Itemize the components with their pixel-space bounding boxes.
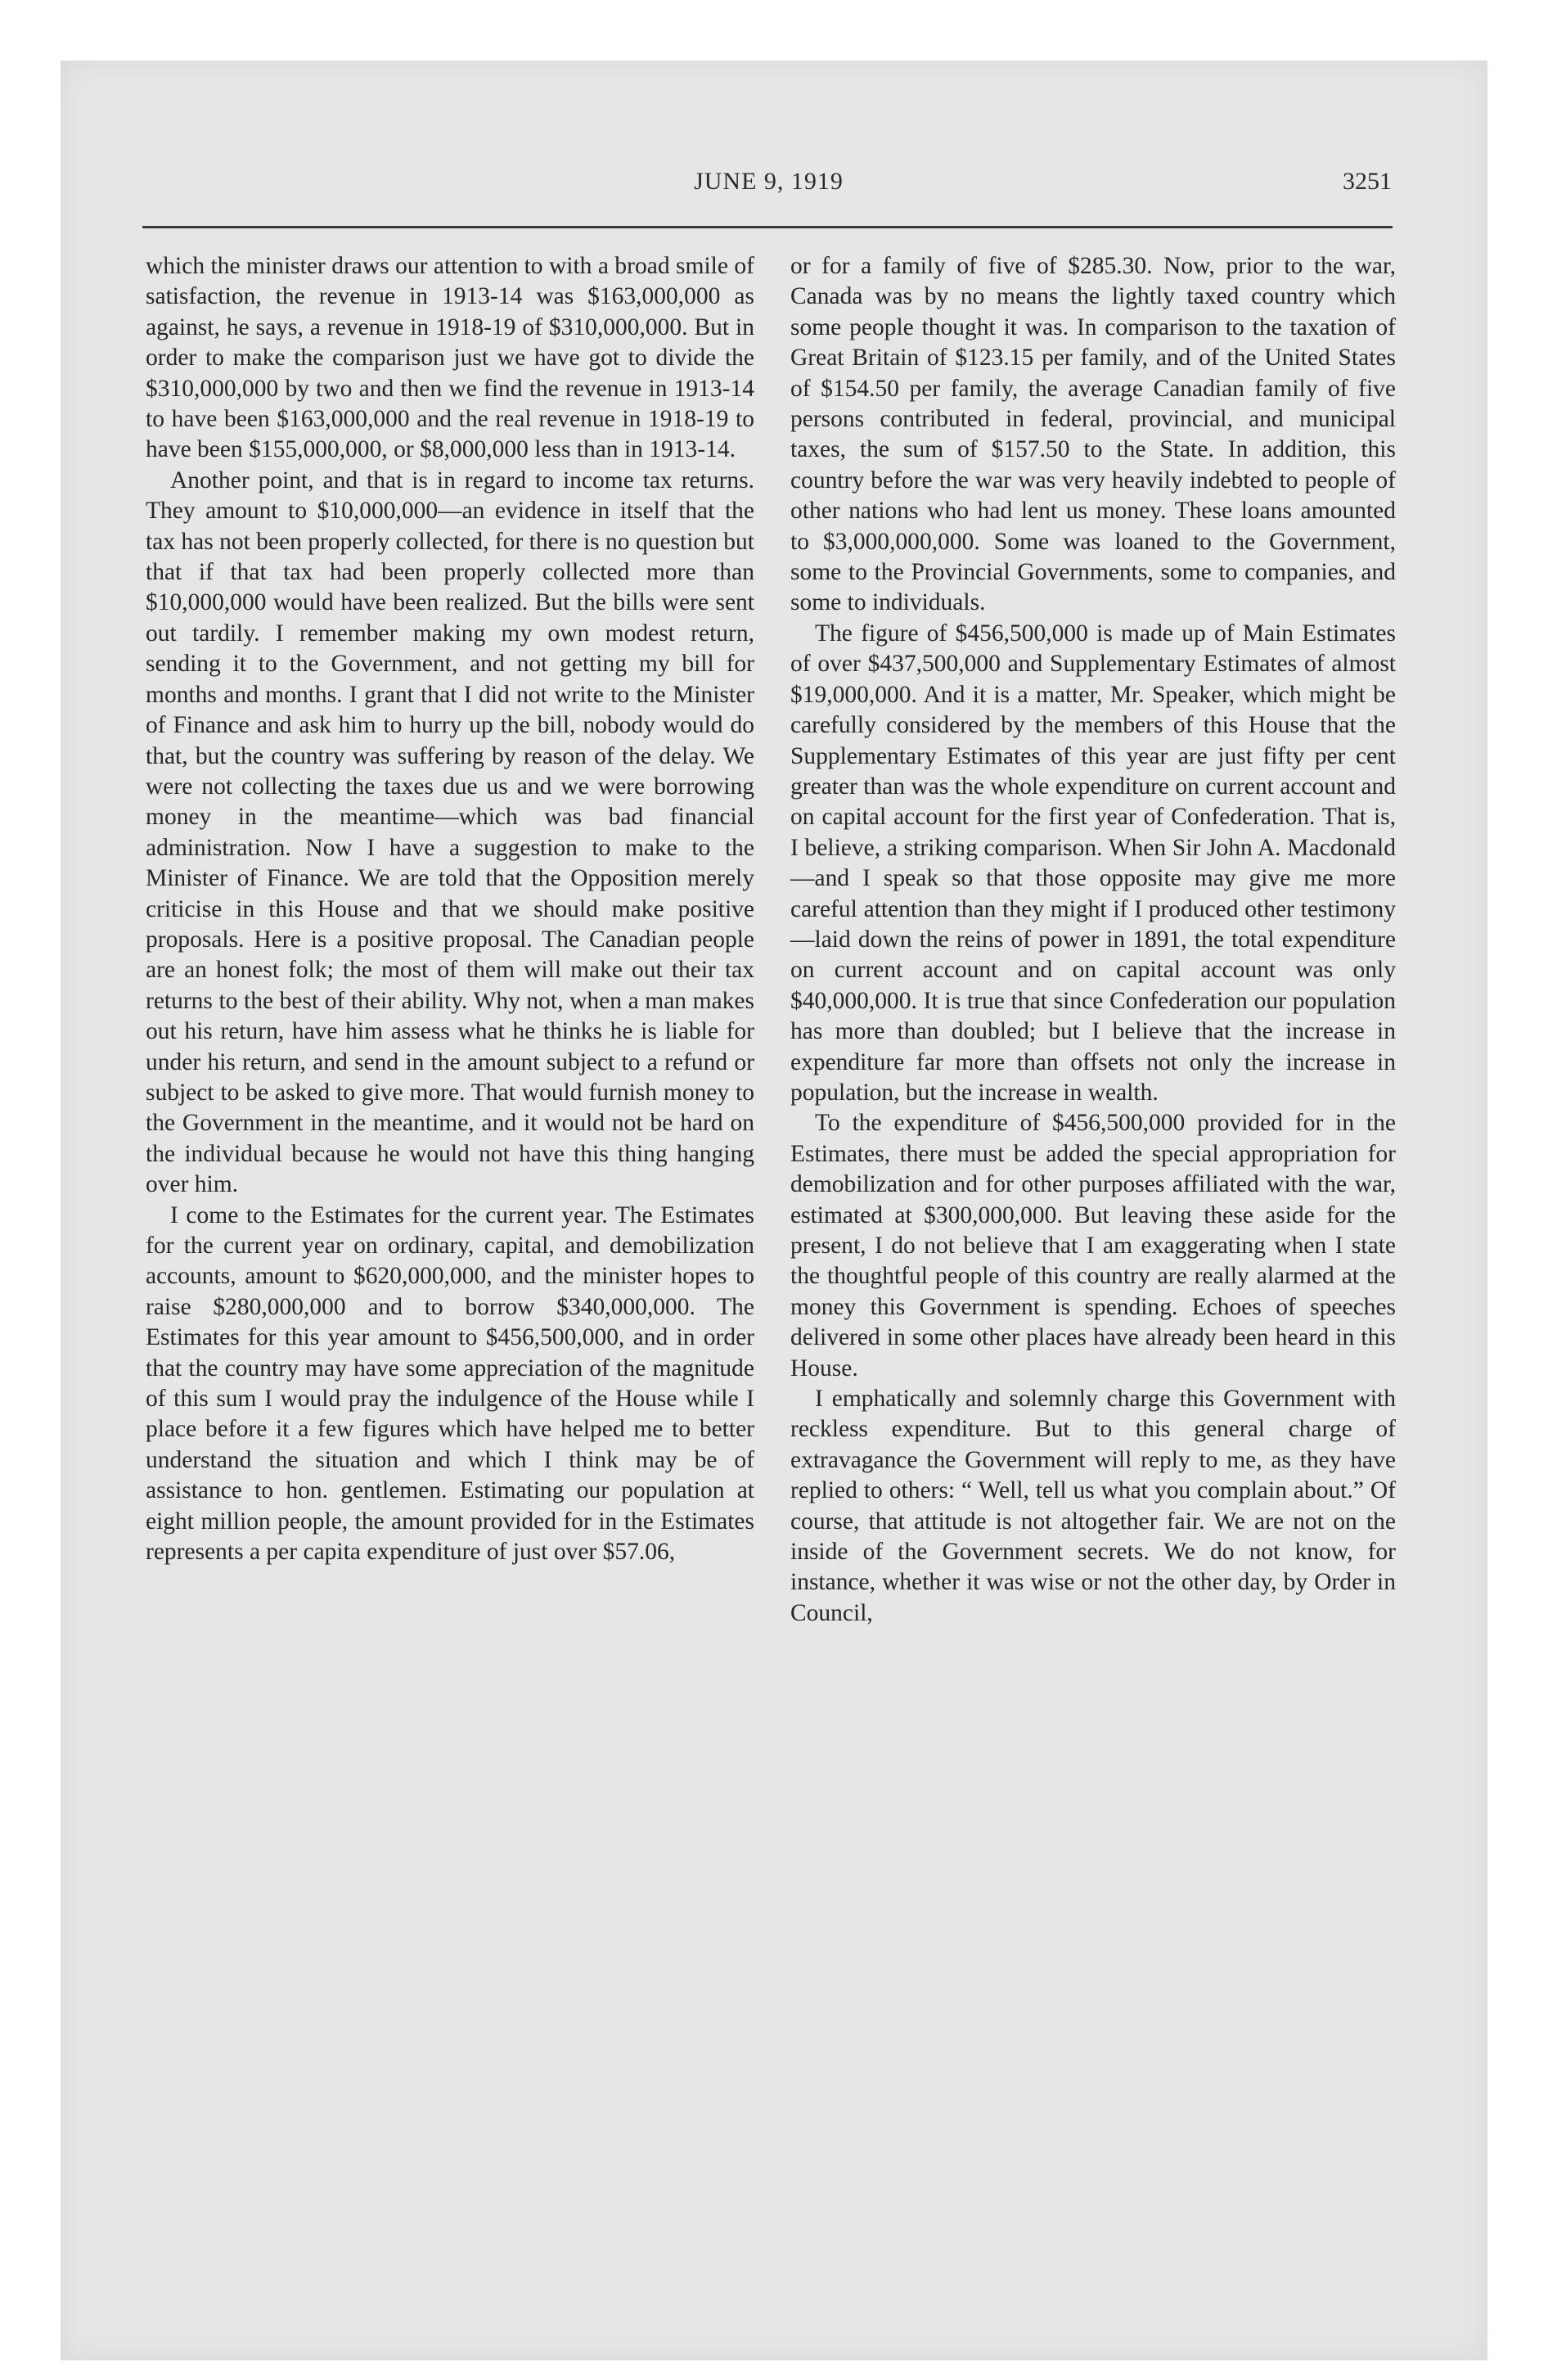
paragraph: Another point, and that is in regard to income tax returns. They amount to $10,000,000—an evidence in itself that the tax has not been properly collected, for there is no question but that if that tax had been properly collected more than $10,000,000 would have been realized. But the bills were sent out tardily. I remember making my own modest return, sending it to the Government, and not getting my bill for months and months. I grant that I did not write to the Minister of Finance and ask him to hurry up the bill, nobody would do that, but the country was suffering by reason of the delay. We were not collecting the taxes due us and we were borrowing money in the meantime—which was bad financial administration. Now I have a suggestion to make to the Minister of Finance. We are told that the Opposition merely criticise in this House and that we should make positive proposals. Here is a positive proposal. The Canadian people are an honest folk; the most of them will make out their tax returns to the best of their ability. Why not, when a man makes out his return, have him assess what he thinks he is liable for under his return, and send in the amount subject to a refund or subject to be asked to give more. That would furnish money to the Government in the meantime, and it would not be hard on the individual because he would not have this thing hanging over him. xyxy=(146,467,754,1198)
left-column xyxy=(146,251,754,1567)
paragraph: I come to the Estimates for the current year. The Estimates for the current year on ordinary, capital, and demobilization accounts, amount to $620,000,000, and the minister hopes to raise $280,000,000 and to borrow $340,000,000. The Estimates for this year amount to $456,500,000, and in order that the country may have some appreciation of the magnitude of this sum I would pray the indulgence of the House while I place before it a few figures which have helped me to better understand the situation and which I think may be of assistance to hon. gentlemen. Estimating our population at eight million people, the amount provided for in the Estimates represents a per capita expenditure of just over $57.06, xyxy=(146,1201,754,1566)
paragraph: The figure of $456,500,000 is made up of Main Estimates of over $437,500,000 and Supplementary Estimates of almost $19,000,000. And it is a matter, Mr. Speaker, which might be carefully considered by the members of this House that the Supplementary Estimates of this year are just fifty per cent greater than was the whole expenditure on current account and on capital account for the first year of Confederation. That is, I believe, a striking comparison. When Sir John A. Macdonald—and I speak so that those opposite may give me more careful attention than they might if I produced other testimony—laid down the reins of power in 1891, the total expenditure on current account and on capital account was only $40,000,000. It is true that since Confederation our population has more than doubled; but I believe that the increase in expenditure far more than offsets not only the increase in population, but the increase in wealth. xyxy=(790,620,1396,1106)
right-column xyxy=(790,251,1396,1629)
paragraph: or for a family of five of $285.30. Now, prior to the war, Canada was by no means the lightly taxed country which some people thought it was. In comparison to the taxation of Great Britain of $123.15 per family, and of the United States of $154.50 per family, the average Canadian family of five persons contributed in federal, provincial, and municipal taxes, the sum of $157.50 to the State. In addition, this country before the war was very heavily indebted to people of other nations who had lent us money. These loans amounted to $3,000,000,000. Some was loaned to the Government, some to the Provincial Governments, some to companies, and some to individuals. xyxy=(790,253,1396,616)
paragraph: To the expenditure of $456,500,000 provided for in the Estimates, there must be added the special appropriation for demobilization and for other purposes affiliated with the war, estimated at $300,000,000. But leaving these aside for the present, I do not believe that I am exaggerating when I state the thoughtful people of this country are really alarmed at the money this Government is spending. Echoes of speeches delivered in some other places have already been heard in this House. xyxy=(790,1110,1396,1382)
paragraph: I emphatically and solemnly charge this Government with reckless expenditure. But to this general charge of extravagance the Government will reply to me, as they have replied to others: “ Well, tell us what you complain about.” Of course, that attitude is not altogether fair. We are not on the inside of the Government secrets. We do not know, for instance, whether it was wise or not the other day, by Order in Council, xyxy=(790,1386,1396,1626)
header-date: JUNE 9, 1919 xyxy=(694,168,844,195)
paragraph: which the minister draws our attention to with a broad smile of satisfaction, the revenue in 1913-14 was $163,000,000 as against, he says, a revenue in 1918-19 of $310,000,000. But in order to make the comparison just we have got to divide the $310,000,000 by two and then we find the revenue in 1913-14 to have been $163,000,000 and the real revenue in 1918-19 to have been $155,000,000, or $8,000,000 less than in 1913-14. xyxy=(146,253,754,463)
page-number: 3251 xyxy=(1343,168,1392,195)
page-header xyxy=(146,168,1392,210)
header-rule xyxy=(142,226,1393,228)
